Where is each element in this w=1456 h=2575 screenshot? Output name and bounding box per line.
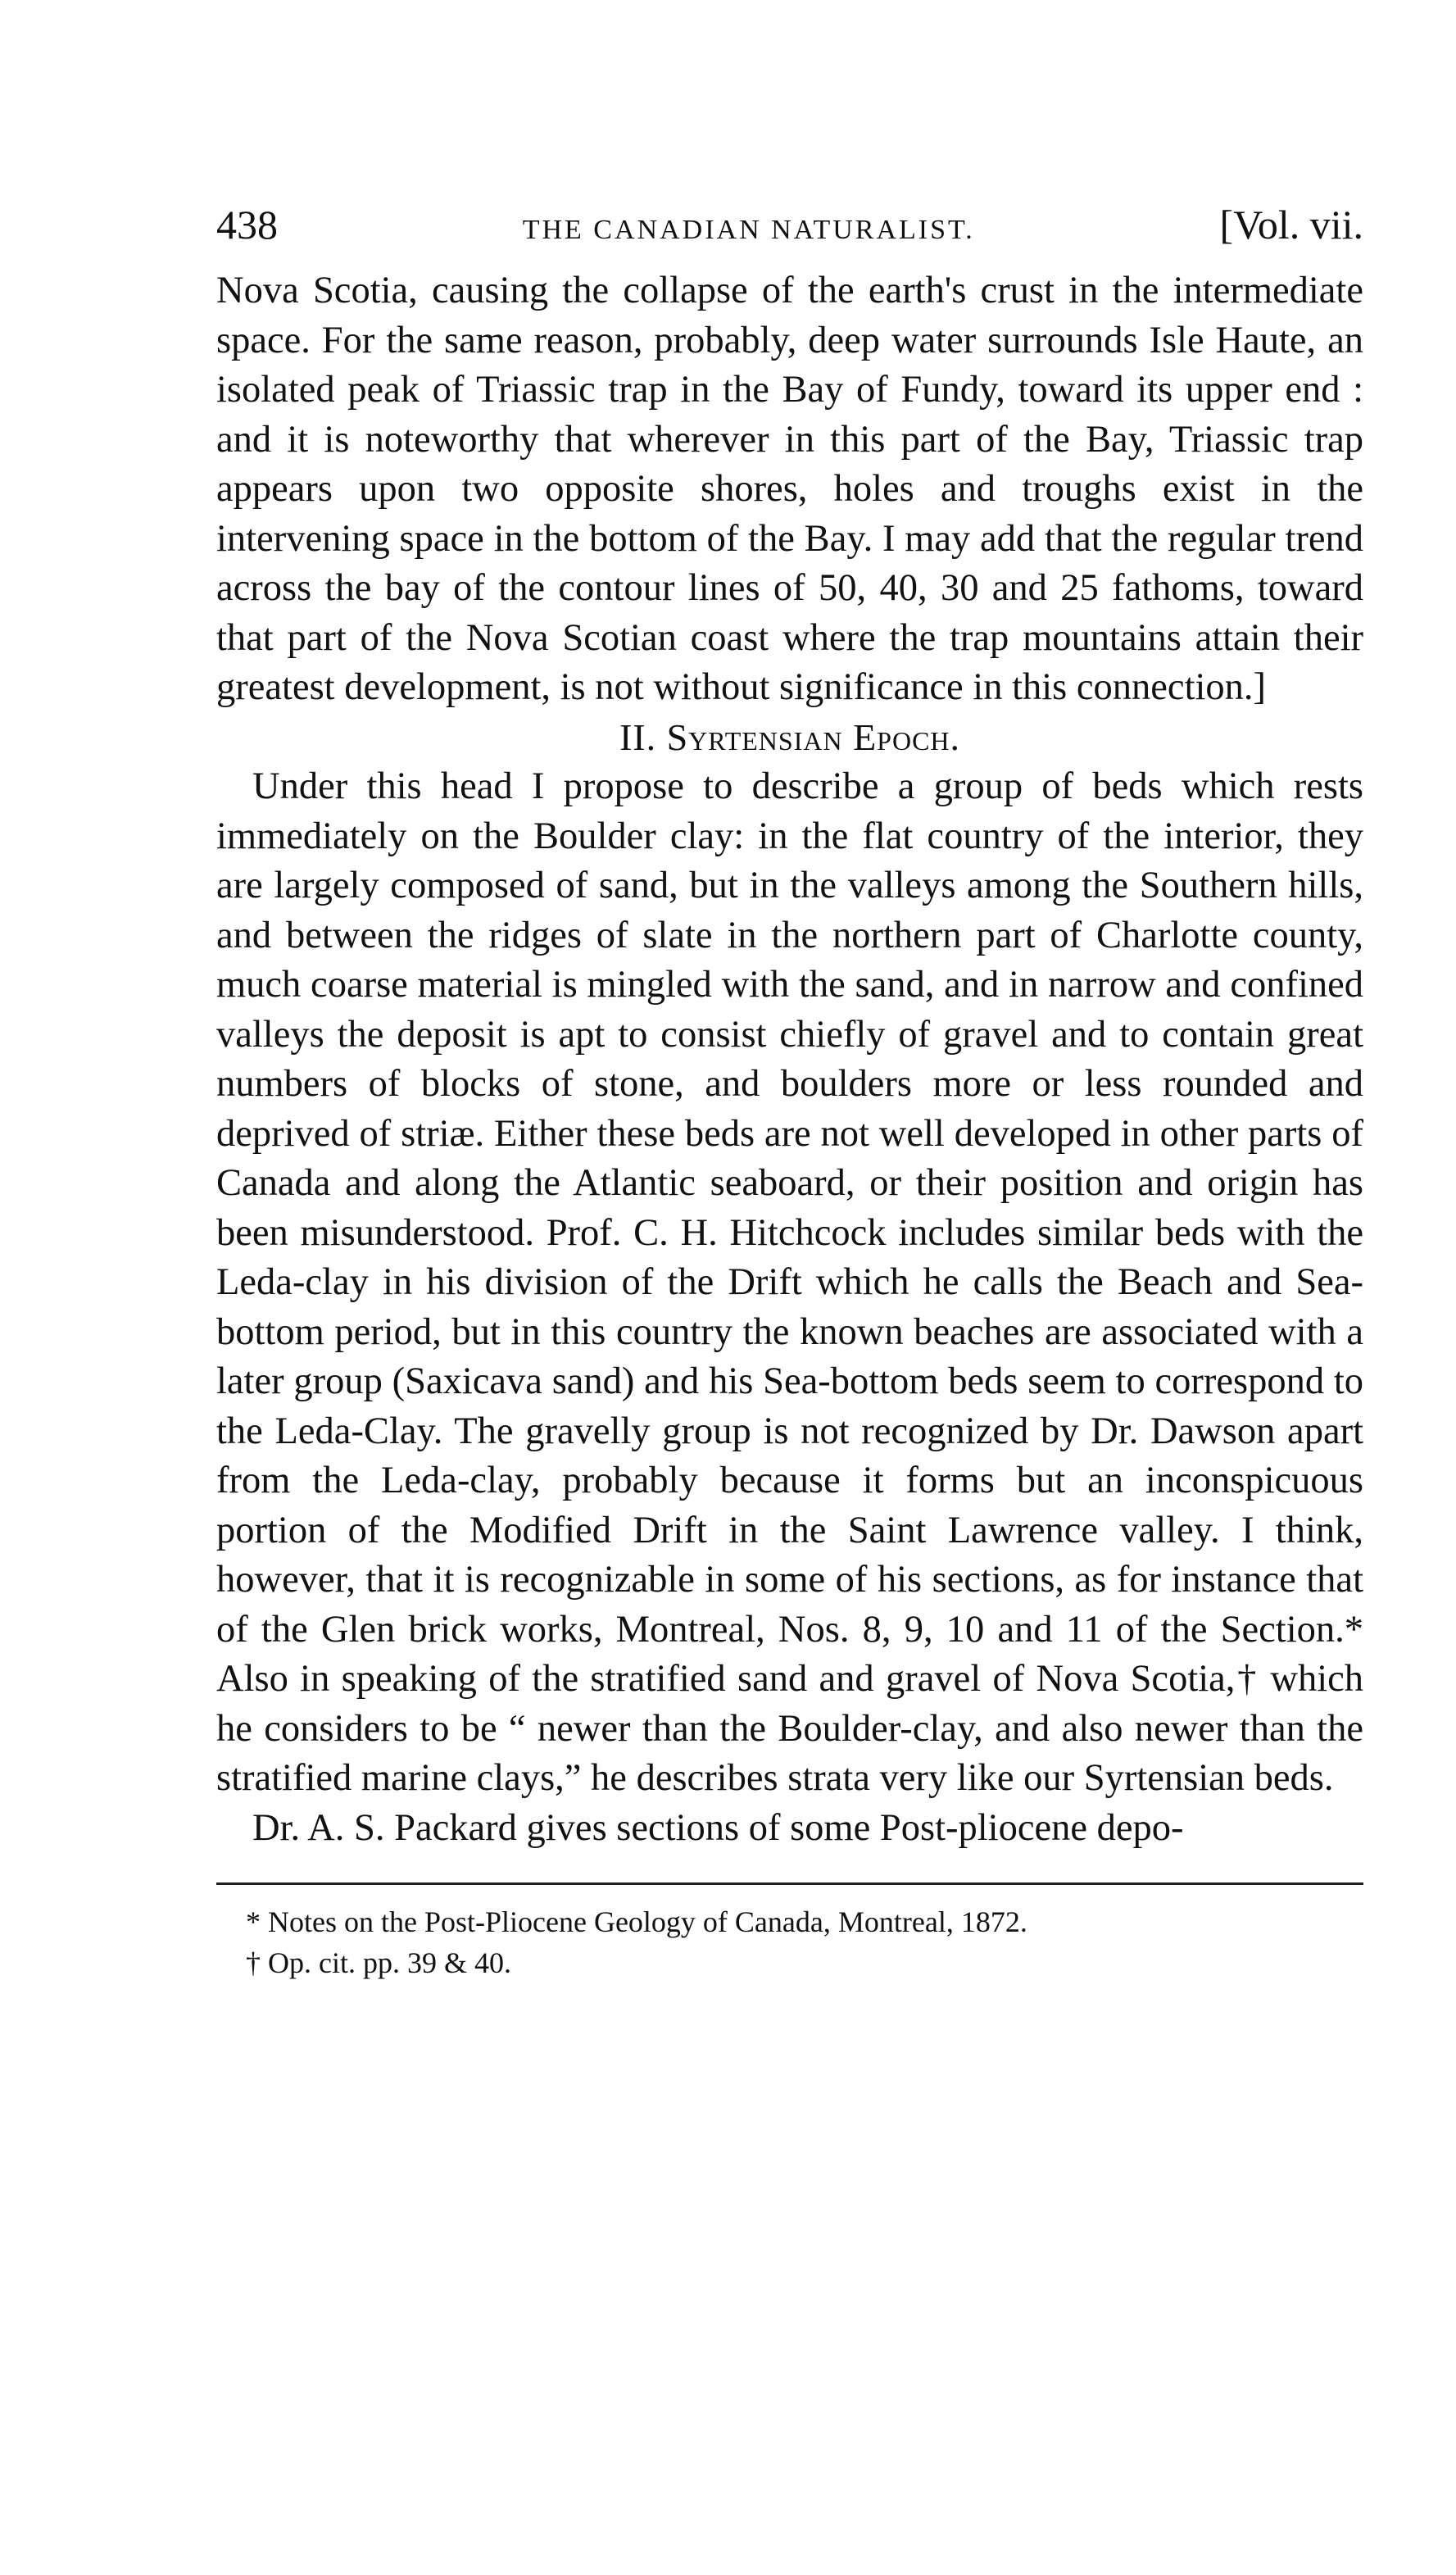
body-text xyxy=(216,266,1363,1853)
footnote-divider xyxy=(216,1882,1363,1885)
footnotes xyxy=(216,1901,1363,1983)
paragraph-continuation: Nova Scotia, causing the collapse of the earth's crust in the intermediate space. For the same reason, probably, deep water surrounds Isle Haute, an isolated peak of Triassic trap in the Bay of Fundy, toward its upper end : and it is noteworthy that wherever in this part of the Bay, Triassic trap appears upon two opposite shores, holes and troughs exist in the intervening space in the bottom of the Bay. I may add that the regular trend across the bay of the contour lines of 50, 40, 30 and 25 fathoms, toward that part of the Nova Scotian coast where the trap mountains attain their greatest development, is not without significance in this connection.] xyxy=(216,270,1363,708)
footnote-2: † Op. cit. pp. 39 & 40. xyxy=(246,1946,511,1979)
page-number: 438 xyxy=(216,202,278,248)
journal-title: THE CANADIAN NATURALIST. xyxy=(522,215,975,245)
book-page xyxy=(216,201,1363,1983)
volume-label: [Vol. vii. xyxy=(1219,202,1363,248)
paragraph-syrtensian: Under this head I propose to describe a group of beds which rests immediately on the Boulder clay: in the flat country of the interior, they are largely composed of sand, but in the valleys among the Southern hills, and between the ridges of slate in the northern part of Charlotte county, much coarse material is mingled with the sand, and in narrow and confined valleys the deposit is apt to consist chiefly of gravel and to contain great numbers of blocks of stone, and boulders more or less rounded and deprived of striæ. Either these beds are not well developed in other parts of Canada and along the Atlantic seaboard, or their position and origin has been misunderstood. Prof. C. H. Hitchcock includes similar beds with the Leda-clay in his division of the Drift which he calls the Beach and Sea-bottom period, but in this country the known beaches are associated with a later group (Saxicava sand) and his Sea-bottom beds seem to correspond to the Leda-Clay. The gravelly group is not recognized by Dr. Dawson apart from the Leda-clay, probably because it forms but an inconspicuous portion of the Modified Drift in the Saint Lawrence valley. I think, however, that it is recognizable in some of his sections, as for instance that of the Glen brick works, Montreal, Nos. 8, 9, 10 and 11 of the Section.* Also in speaking of the stratified sand and gravel of Nova Scotia,† which he considers to be “ newer than the Boulder-clay, and also newer than the stratified marine clays,” he describes strata very like our Syrtensian beds. xyxy=(216,765,1363,1799)
running-head xyxy=(216,201,1363,266)
section-heading: II. Syrtensian Epoch. xyxy=(619,715,961,758)
paragraph-packard: Dr. A. S. Packard gives sections of some Post-pliocene depo- xyxy=(252,1806,1184,1849)
footnote-1: * Notes on the Post-Pliocene Geology of Canada, Montreal, 1872. xyxy=(246,1905,1027,1938)
